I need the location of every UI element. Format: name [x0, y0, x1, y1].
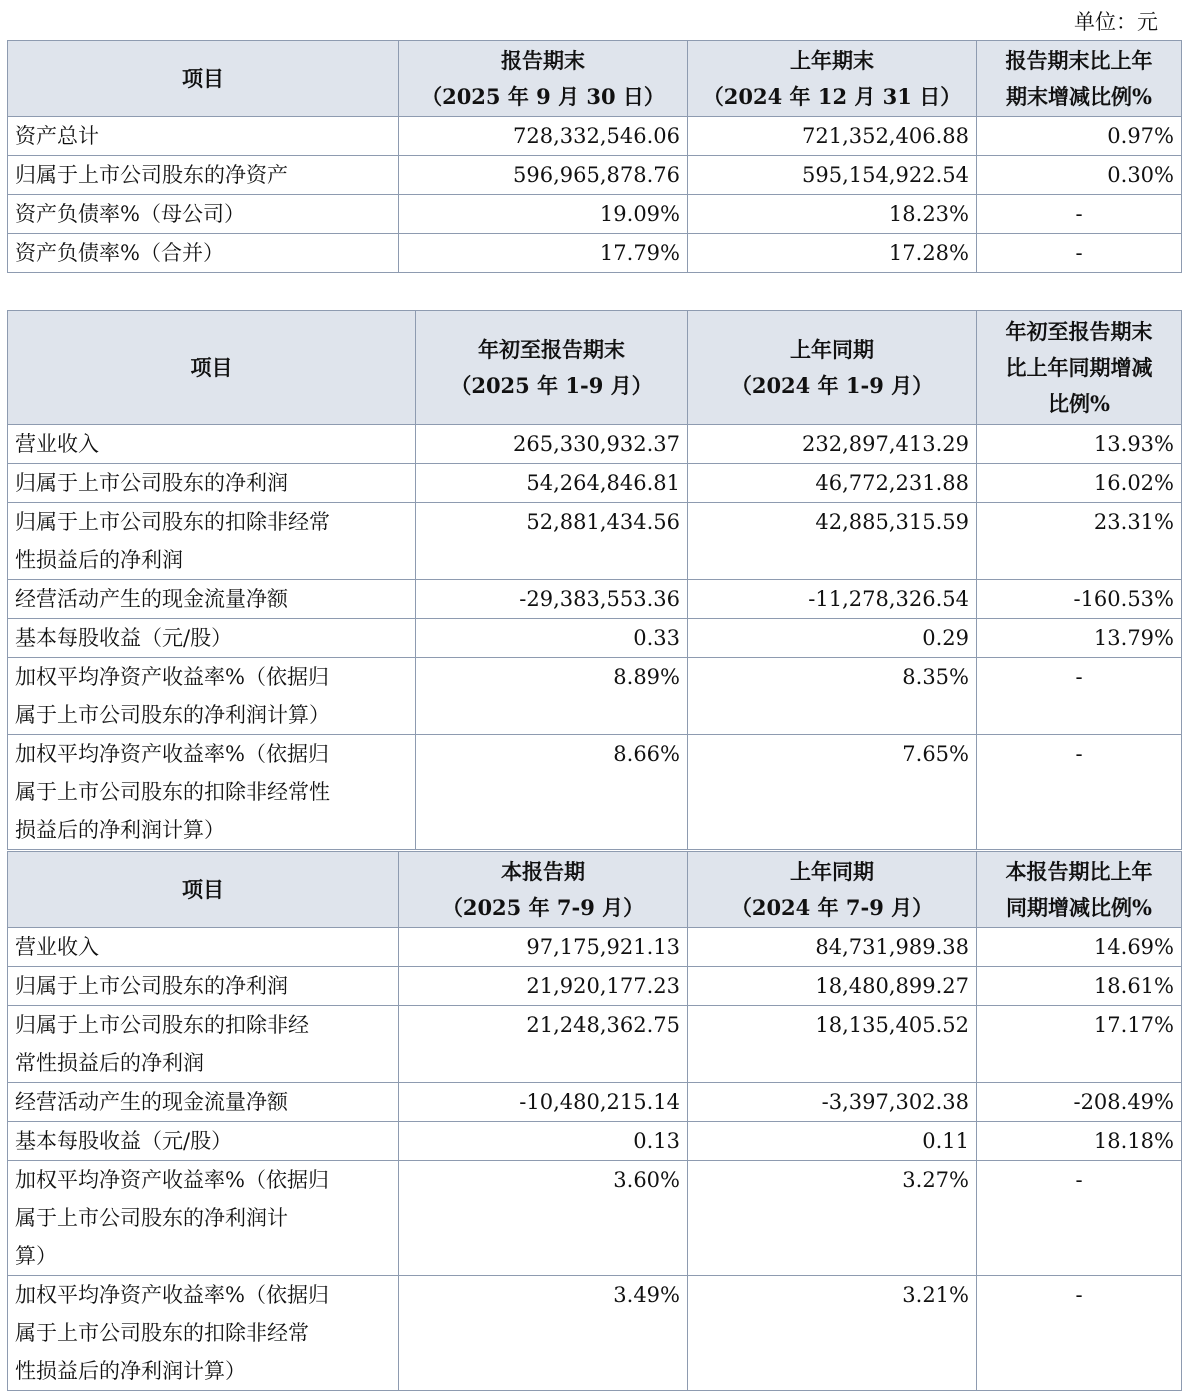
value-cell: 3.21% — [688, 1276, 977, 1391]
value-cell: 8.66% — [416, 735, 688, 850]
change-ratio-cell: 17.17% — [977, 1006, 1182, 1083]
row-item-label — [8, 580, 416, 619]
item-line: 基本每股收益（元/股） — [15, 1129, 233, 1153]
ytd-results-table — [7, 310, 1182, 850]
value-cell: 596,965,878.76 — [399, 156, 688, 195]
table-row — [8, 928, 1182, 967]
value-cell: 595,154,922.54 — [688, 156, 977, 195]
header-line: 项目 — [190, 354, 233, 380]
column-header-3 — [977, 311, 1182, 425]
header-line: 报告期末比上年 — [1005, 47, 1153, 73]
header-line: 期末增减比例% — [1006, 83, 1152, 109]
value-cell: 8.89% — [416, 658, 688, 735]
value-cell: 19.09% — [399, 195, 688, 234]
row-item-label — [8, 464, 416, 503]
header-line: 年初至报告期末 — [478, 336, 625, 362]
value-cell: 17.79% — [399, 234, 688, 273]
item-line: 性损益后的净利润计算） — [15, 1359, 246, 1383]
change-ratio-cell: 23.31% — [977, 503, 1182, 580]
value-cell: 3.49% — [399, 1276, 688, 1391]
column-header-1 — [399, 41, 688, 117]
row-item-label — [8, 735, 416, 850]
header-line: 本报告期比上年 — [1005, 858, 1153, 884]
header-line: （2025 年 1-9 月） — [450, 372, 653, 398]
change-ratio-cell: 16.02% — [977, 464, 1182, 503]
item-line: 属于上市公司股东的扣除非经常 — [15, 1321, 309, 1345]
value-cell: 0.11 — [688, 1122, 977, 1161]
item-line: 加权平均净资产收益率%（依据归 — [15, 1283, 329, 1307]
row-item-label — [8, 619, 416, 658]
change-ratio-cell: -160.53% — [977, 580, 1182, 619]
value-cell: 17.28% — [688, 234, 977, 273]
header-line: 项目 — [182, 65, 224, 91]
value-cell: 728,332,546.06 — [399, 117, 688, 156]
header-line: （2024 年 1-9 月） — [730, 372, 934, 398]
table-row — [8, 195, 1182, 234]
unit-label: 单位：元 — [1074, 10, 1158, 34]
item-line: 资产总计 — [15, 124, 99, 148]
row-item-label — [8, 1006, 399, 1083]
value-cell: 265,330,932.37 — [416, 425, 688, 464]
item-line: 归属于上市公司股东的扣除非经常 — [15, 510, 330, 534]
table-row — [8, 503, 1182, 580]
row-item-label — [8, 425, 416, 464]
value-cell: 0.13 — [399, 1122, 688, 1161]
column-header-2 — [688, 311, 977, 425]
column-header-item — [8, 311, 416, 425]
value-cell: 0.29 — [688, 619, 977, 658]
item-line: 归属于上市公司股东的净利润 — [15, 974, 288, 998]
table-row — [8, 735, 1182, 850]
table-row — [8, 580, 1182, 619]
value-cell: 7.65% — [688, 735, 977, 850]
value-cell: -10,480,215.14 — [399, 1083, 688, 1122]
change-ratio-cell: 13.93% — [977, 425, 1182, 464]
value-cell: 18,135,405.52 — [688, 1006, 977, 1083]
value-cell: -11,278,326.54 — [688, 580, 977, 619]
row-item-label — [8, 1276, 399, 1391]
item-line: 属于上市公司股东的扣除非经常性 — [15, 780, 330, 804]
column-header-1 — [399, 852, 688, 928]
value-cell: 721,352,406.88 — [688, 117, 977, 156]
value-cell: 84,731,989.38 — [688, 928, 977, 967]
header-line: （2024 年 7-9 月） — [730, 894, 934, 920]
row-item-label — [8, 658, 416, 735]
item-line: 归属于上市公司股东的扣除非经 — [15, 1013, 309, 1037]
column-header-1 — [416, 311, 688, 425]
change-ratio-cell: - — [977, 1276, 1182, 1391]
value-cell: 97,175,921.13 — [399, 928, 688, 967]
change-ratio-cell: -208.49% — [977, 1083, 1182, 1122]
header-line: 上年同期 — [790, 336, 874, 362]
change-ratio-cell: - — [977, 234, 1182, 273]
item-line: 经营活动产生的现金流量净额 — [15, 587, 288, 611]
column-header-2 — [688, 41, 977, 117]
item-line: 经营活动产生的现金流量净额 — [15, 1090, 288, 1114]
header-line: 上年同期 — [790, 858, 874, 884]
column-header-item — [8, 41, 399, 117]
value-cell: -29,383,553.36 — [416, 580, 688, 619]
quarter-results-table — [7, 851, 1182, 1391]
value-cell: 46,772,231.88 — [688, 464, 977, 503]
change-ratio-cell: 14.69% — [977, 928, 1182, 967]
value-cell: 54,264,846.81 — [416, 464, 688, 503]
item-line: 常性损益后的净利润 — [15, 1051, 204, 1075]
change-ratio-cell: - — [977, 735, 1182, 850]
table-row — [8, 967, 1182, 1006]
value-cell: 0.33 — [416, 619, 688, 658]
change-ratio-cell: 18.18% — [977, 1122, 1182, 1161]
row-item-label — [8, 967, 399, 1006]
item-line: 加权平均净资产收益率%（依据归 — [15, 665, 329, 689]
table-row — [8, 156, 1182, 195]
value-cell: 3.60% — [399, 1161, 688, 1276]
column-header-3 — [977, 41, 1182, 117]
row-item-label — [8, 156, 399, 195]
table-row — [8, 1122, 1182, 1161]
value-cell: 21,920,177.23 — [399, 967, 688, 1006]
row-item-label — [8, 195, 399, 234]
header-line: 年初至报告期末 — [1005, 318, 1153, 344]
item-line: 算） — [15, 1244, 57, 1268]
table-row — [8, 619, 1182, 658]
table-row — [8, 1006, 1182, 1083]
item-line: 加权平均净资产收益率%（依据归 — [15, 742, 329, 766]
table-row — [8, 425, 1182, 464]
value-cell: -3,397,302.38 — [688, 1083, 977, 1122]
column-header-item — [8, 852, 399, 928]
value-cell: 3.27% — [688, 1161, 977, 1276]
table-row — [8, 1083, 1182, 1122]
item-line: 归属于上市公司股东的净资产 — [15, 163, 288, 187]
value-cell: 18,480,899.27 — [688, 967, 977, 1006]
header-line: （2025 年 7-9 月） — [441, 894, 645, 920]
table-row — [8, 234, 1182, 273]
column-header-3 — [977, 852, 1182, 928]
table-row — [8, 1276, 1182, 1391]
table-row — [8, 464, 1182, 503]
value-cell: 21,248,362.75 — [399, 1006, 688, 1083]
item-line: 基本每股收益（元/股） — [15, 626, 233, 650]
value-cell: 52,881,434.56 — [416, 503, 688, 580]
row-item-label — [8, 1161, 399, 1276]
header-line: 项目 — [182, 876, 224, 902]
item-line: 损益后的净利润计算） — [15, 818, 225, 842]
header-line: 上年期末 — [790, 47, 874, 73]
item-line: 加权平均净资产收益率%（依据归 — [15, 1168, 329, 1192]
header-line: 比例% — [1048, 390, 1110, 416]
value-cell: 232,897,413.29 — [688, 425, 977, 464]
header-line: （2024 年 12 月 31 日） — [702, 83, 962, 109]
header-line: 比上年同期增减 — [1005, 354, 1153, 380]
change-ratio-cell: - — [977, 658, 1182, 735]
row-item-label — [8, 928, 399, 967]
item-line: 属于上市公司股东的净利润计 — [15, 1206, 288, 1230]
change-ratio-cell: - — [977, 195, 1182, 234]
table-row — [8, 658, 1182, 735]
value-cell: 18.23% — [688, 195, 977, 234]
item-line: 属于上市公司股东的净利润计算） — [15, 703, 330, 727]
row-item-label — [8, 503, 416, 580]
item-line: 归属于上市公司股东的净利润 — [15, 471, 288, 495]
header-line: 报告期末 — [501, 47, 585, 73]
table-row — [8, 117, 1182, 156]
item-line: 资产负债率%（合并） — [15, 241, 224, 265]
value-cell: 42,885,315.59 — [688, 503, 977, 580]
change-ratio-cell: 0.97% — [977, 117, 1182, 156]
change-ratio-cell: 0.30% — [977, 156, 1182, 195]
row-item-label — [8, 117, 399, 156]
item-line: 性损益后的净利润 — [15, 548, 183, 572]
change-ratio-cell: 13.79% — [977, 619, 1182, 658]
item-line: 营业收入 — [15, 935, 99, 959]
row-item-label — [8, 234, 399, 273]
item-line: 资产负债率%（母公司） — [15, 202, 245, 226]
change-ratio-cell: - — [977, 1161, 1182, 1276]
table-row — [8, 1161, 1182, 1276]
header-line: 同期增减比例% — [1006, 894, 1152, 920]
item-line: 营业收入 — [15, 432, 99, 456]
row-item-label — [8, 1083, 399, 1122]
column-header-2 — [688, 852, 977, 928]
period-end-balance-table — [7, 40, 1182, 273]
change-ratio-cell: 18.61% — [977, 967, 1182, 1006]
header-line: 本报告期 — [501, 858, 585, 884]
value-cell: 8.35% — [688, 658, 977, 735]
header-line: （2025 年 9 月 30 日） — [421, 83, 665, 109]
row-item-label — [8, 1122, 399, 1161]
